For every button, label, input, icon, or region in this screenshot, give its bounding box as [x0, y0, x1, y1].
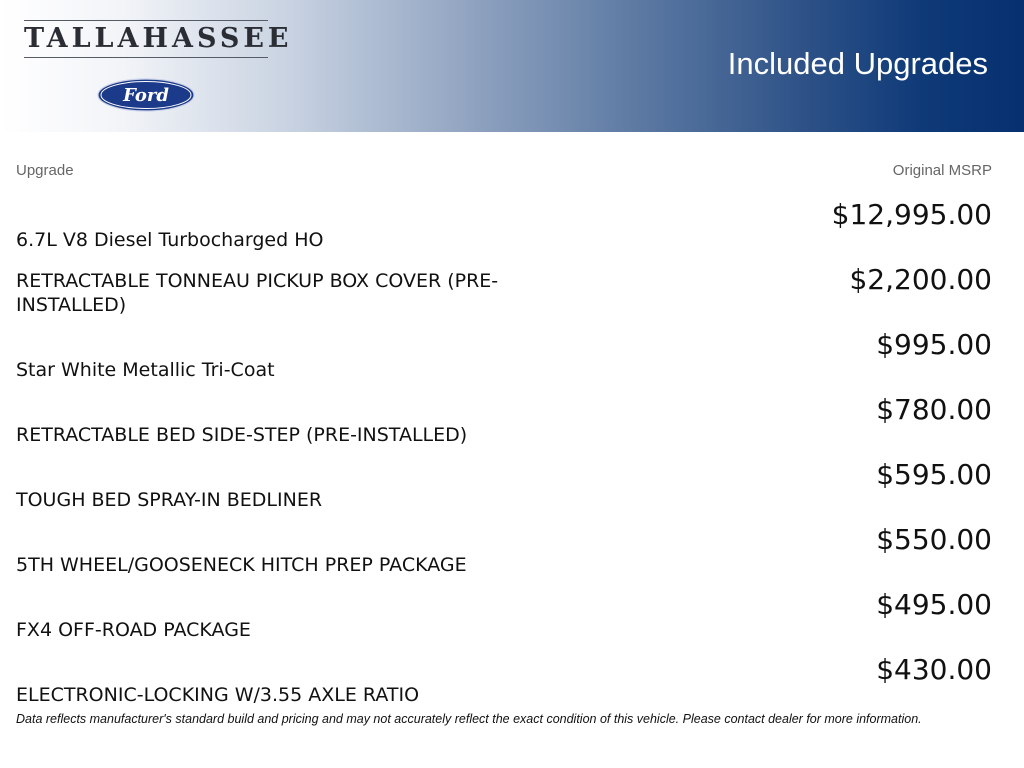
upgrade-name: 5TH WHEEL/GOOSENECK HITCH PREP PACKAGE	[16, 554, 467, 576]
upgrade-price: $550.00	[876, 523, 992, 556]
upgrade-price: $430.00	[876, 653, 992, 686]
upgrade-price: $780.00	[876, 393, 992, 426]
upgrade-price: $12,995.00	[831, 198, 992, 231]
table-row	[16, 328, 992, 388]
upgrade-price: $595.00	[876, 458, 992, 491]
upgrade-name: RETRACTABLE BED SIDE-STEP (PRE-INSTALLED)	[16, 424, 468, 446]
upgrade-name: TOUGH BED SPRAY-IN BEDLINER	[16, 489, 323, 511]
table-row	[16, 588, 992, 648]
page-title: Included Upgrades	[727, 46, 988, 81]
table-row	[16, 458, 992, 518]
dealer-rule-bottom	[24, 57, 268, 58]
upgrade-name: RETRACTABLE TONNEAU PICKUP BOX COVER (PRE-INSTALLED)	[16, 270, 499, 316]
table-row	[16, 653, 992, 713]
table-row	[16, 523, 992, 583]
table-row	[16, 198, 992, 258]
dealer-name: TALLAHASSEE	[24, 23, 293, 54]
table-row	[16, 263, 992, 323]
column-header-msrp: Original MSRP	[892, 162, 992, 179]
upgrade-price: $495.00	[876, 588, 992, 621]
ford-logo-lettering: Ford	[123, 85, 169, 106]
upgrades-table	[16, 156, 992, 706]
upgrade-name: Star White Metallic Tri-Coat	[16, 359, 275, 381]
upgrade-price: $2,200.00	[849, 263, 992, 296]
upgrade-name: 6.7L V8 Diesel Turbocharged HO	[16, 229, 324, 251]
upgrade-price: $995.00	[876, 328, 992, 361]
table-row	[16, 393, 992, 453]
upgrade-name: ELECTRONIC-LOCKING W/3.55 AXLE RATIO	[16, 684, 420, 706]
header-banner	[0, 0, 1024, 132]
column-header-upgrade: Upgrade	[16, 162, 74, 179]
table-header	[16, 156, 992, 184]
disclaimer-text: Data reflects manufacturer's standard build and pricing and may not accurately reflect the exact condition of this vehicle. Please contact dealer for more information.	[16, 712, 922, 726]
dealer-logo	[24, 20, 293, 58]
upgrade-name: FX4 OFF-ROAD PACKAGE	[16, 619, 251, 641]
ford-oval-logo	[97, 78, 195, 112]
